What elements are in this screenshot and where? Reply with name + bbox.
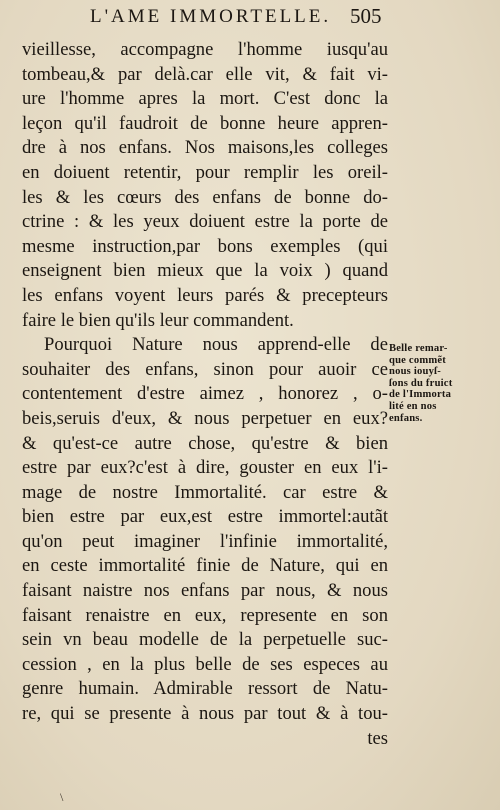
text-line: faisant naistre nos enfans par nous, & nous (22, 580, 388, 602)
text-line: en doiuent retentir, pour remplir les oreil- (22, 161, 388, 183)
text-line: contentement d'estre aimez , honorez , o- (22, 383, 388, 405)
margin-note-line: Belle remar- (389, 343, 448, 354)
text-line: les & les cœurs des enfans de bonne do- (22, 186, 388, 208)
text-line: les enfans voyent leurs parés & precepteurs (22, 284, 388, 306)
catchword: tes (367, 727, 388, 749)
text-line: ure l'homme apres la mort. C'est donc la (22, 88, 388, 110)
page-number: 505 (350, 4, 382, 28)
text-line: enseignent bien mieux que la voix ) quand (22, 260, 388, 282)
text-line: beis,seruis d'eux, & nous perpetuer en eux? (22, 407, 388, 429)
text-line: tombeau,& par delà.car elle vit, & fait vi- (22, 63, 388, 85)
body-text (22, 38, 388, 751)
margin-note-line: enfans. (389, 412, 423, 424)
running-title: L'AME IMMORTELLE. (90, 6, 332, 27)
paragraph-start-line: Pourquoi Nature nous apprend-elle de (44, 334, 388, 356)
text-line: re, qui se presente à nous par tout & à tou- (22, 703, 388, 725)
text-line: vieillesse, accompagne l'homme iusqu'au (22, 39, 388, 60)
text-line: faire le bien qu'ils leur commandent. (22, 309, 294, 331)
text-line: estre par eux?c'est à dire, gouster en eux l'i- (22, 457, 388, 479)
bottom-mark: \ (60, 790, 64, 804)
text-line: cession , en la plus belle de ses especes au (22, 653, 388, 675)
text-line: genre humain. Admirable ressort de Natu- (22, 678, 388, 700)
text-line: en ceste immortalité finie de Nature, qui en (22, 555, 388, 577)
text-line: mage de nostre Immortalité. car estre & (22, 481, 388, 503)
text-line: qu'on peut imaginer l'infinie immortalité, (22, 530, 388, 552)
margin-note-line: que commẽt (389, 354, 447, 366)
text-line: leçon qu'il faudroit de bonne heure appren- (22, 112, 388, 134)
text-line: bien estre par eux,est estre immortel:autãt (22, 506, 388, 528)
text-line: & qu'est-ce autre chose, qu'estre & bien (22, 432, 388, 454)
text-line: sein vn beau modelle de la perpetuelle suc- (22, 629, 388, 651)
margin-note-line: de l'Immorta (389, 389, 452, 401)
margin-note-line: ſons du fruict (389, 377, 453, 389)
text-line: dre à nos enfans. Nos maisons,les colleges (22, 137, 388, 159)
text-line: mesme instruction,par bons exemples (qui (22, 235, 388, 257)
text-line: ctrine : & les yeux doiuent estre la porte de (22, 211, 388, 233)
margin-note (389, 343, 497, 424)
text-line: faisant renaistre en eux, represente en son (22, 604, 388, 626)
text-line: souhaiter des enfans, sinon pour auoir ce (22, 358, 388, 380)
margin-note-line: lité en nos (389, 400, 437, 412)
margin-note-line: nous iouyſ- (389, 366, 441, 378)
